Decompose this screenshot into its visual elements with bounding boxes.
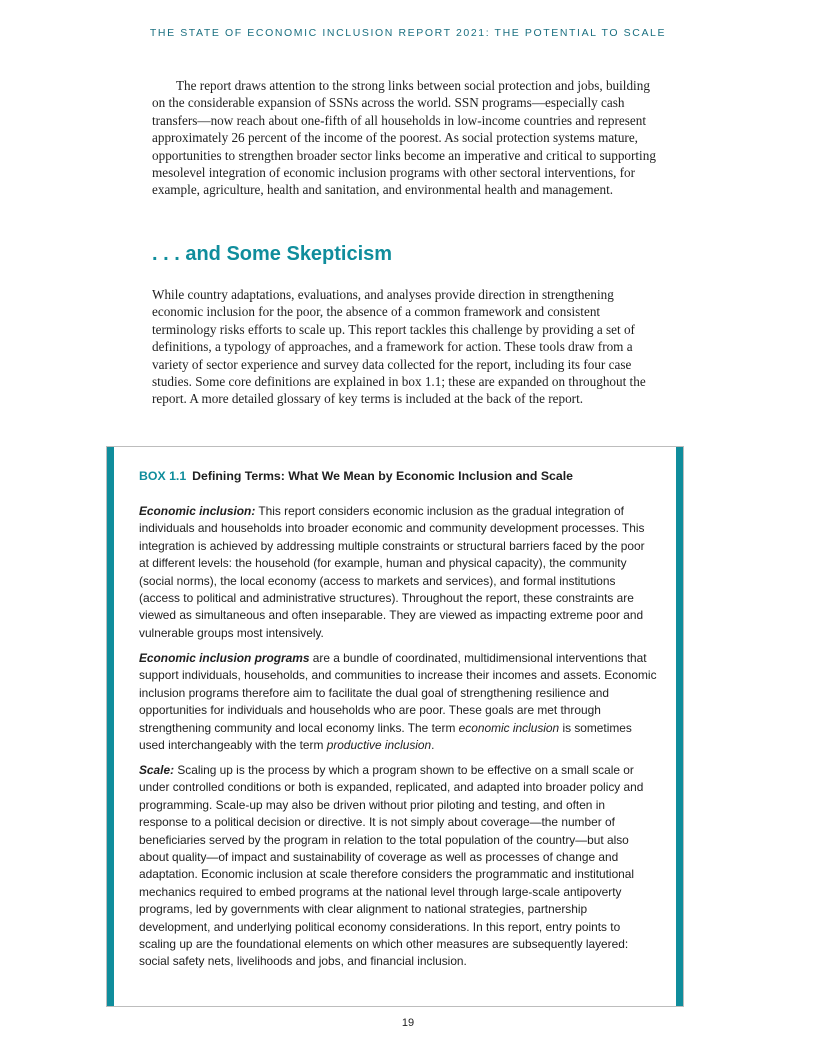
definition-economic-inclusion xyxy=(139,503,657,642)
definition-text: . xyxy=(431,738,435,753)
running-header: THE STATE OF ECONOMIC INCLUSION REPORT 2021: THE POTENTIAL TO SCALE xyxy=(149,27,667,39)
page-number: 19 xyxy=(401,1017,415,1029)
definition-text: are a bundle of coordinated, multidimensional interventions that support individuals, households, and communities to increase their incomes and assets. Economic inclusion programs therefore aim to facilitate the dual goal of strengthening resilience and opportunities for individuals and households who are poor. These goals are met through strengthening community and local economy links. The term xyxy=(139,651,657,735)
intro-paragraph: The report draws attention to the strong links between social protection and jobs, building on the considerable expansion of SSNs across the world. SSN programs—especially cash transfers—now reach about one-fifth of all households in low-income countries and represent approximately 26 percent of the income of the poorest. As social protection systems mature, opportunities to strengthen broader sector links become an imperative and critical to supporting mesolevel integration of economic inclusion programs with other sectoral interventions, for example, agriculture, health and sanitation, and environmental health and management. xyxy=(152,78,656,198)
skepticism-paragraph: While country adaptations, evaluations, and analyses provide direction in strengthening economic inclusion for the poor, the absence of a common framework and consistent terminology risks efforts to scale up. This report tackles this challenge by providing a set of definitions, a typology of approaches, and a framework for action. These tools draw from a variety of sector experience and survey data collected for the report, including its four case studies. Some core definitions are explained in box 1.1; these are expanded on throughout the report. A more detailed glossary of key terms is included at the back of the report. xyxy=(152,287,646,407)
section-heading: . . . and Some Skepticism xyxy=(152,243,393,265)
term-economic-inclusion: Economic inclusion: xyxy=(139,504,256,518)
definition-text: This report considers economic inclusion as the gradual integration of individuals and households into broader economic and community development processes. This integration is achieved by addressing multiple constraints or structural barriers faced by the poor at different levels: the household (for example, human and physical capacity), the community (social norms), the local economy (access to markets and services), and formal institutions (access to political and administrative structures). Throughout the report, these constraints are viewed as simultaneous and often inseparable. They are viewed as impacting extreme poor and vulnerable groups most intensively. xyxy=(139,504,645,640)
box-label: BOX 1.1 xyxy=(139,469,187,483)
definition-economic-inclusion-programs xyxy=(139,650,657,754)
definition-scale xyxy=(139,762,657,971)
term-scale: Scale: xyxy=(139,763,175,777)
box-title-text: Defining Terms: What We Mean by Economic Inclusion and Scale xyxy=(192,469,573,483)
italic-term: productive inclusion xyxy=(326,738,432,753)
box-accent-bar-left xyxy=(107,447,114,1006)
definition-text: is sometimes used interchangeably with the term xyxy=(139,720,632,753)
italic-term: economic inclusion xyxy=(458,720,560,735)
definition-text: Scaling up is the process by which a program shown to be effective on a small scale or under controlled conditions or both is expanded, replicated, and adapted into broader policy and programming. Scale-up may also be driven without prior piloting and testing, and often in response to a political decision or directive. It is not simply about coverage—the number of beneficiaries served by the program in relation to the total population of the country—but also about quality—of impact and sustainability of coverage as well as processes of change and adaptation. Economic inclusion at scale therefore considers the programmatic and institutional mechanics required to embed programs at the national level through large-scale antipoverty programs, led by governments with clear alignment to national strategies, partnership development, and underlying political economy considerations. In this report, entry points to scaling up are the foundational elements on which other measures are subsequently layered: social safety nets, livelihoods and jobs, and financial inclusion. xyxy=(139,763,644,969)
box-accent-bar-right xyxy=(676,447,683,1006)
box-title xyxy=(139,469,659,483)
term-economic-inclusion-programs: Economic inclusion programs xyxy=(139,651,310,665)
